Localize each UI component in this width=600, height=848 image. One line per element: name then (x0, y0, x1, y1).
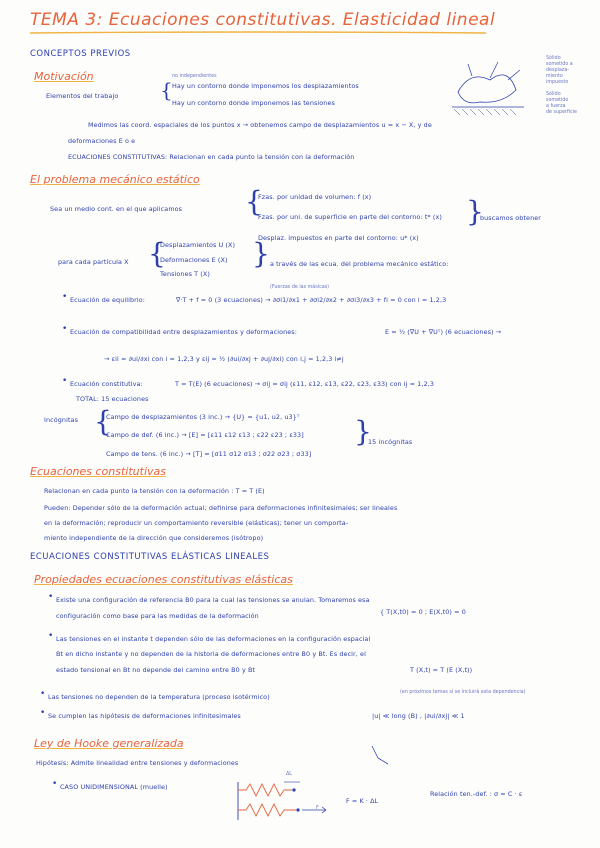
axes-icon (366, 742, 392, 768)
equation-constitutiva: T = T(E) (6 ecuaciones) → σij = σij (ε11, ε12, ε13, ε22, ε23, ε33) con ij = 1,2,3 (175, 380, 435, 388)
unknown-stresses: Tensiones T (X) (160, 270, 210, 278)
label-compatibilidad: Ecuación de compatibilidad entre desplazamientos y deformaciones: (70, 328, 297, 336)
text-hipotesis: Hipótesis: Admite linealidad entre tensiones y deformaciones (36, 759, 239, 767)
text-pueden-1: Pueden: Depender sólo de la deformación actual; definirse para deformaciones infinitesimales; ser lineales (44, 504, 398, 512)
bullet: • (52, 779, 58, 789)
bullet: • (48, 631, 54, 641)
equation-compatibilidad: E = ½ (∇U + ∇Uᵀ) (6 ecuaciones) → (385, 328, 502, 336)
diagram-label: de superficie (546, 110, 577, 115)
title-underline (28, 30, 488, 36)
unknown-field-displacements: Campo de desplazamientos (3 inc.) → {U} = {u1, u2, u3}ᵀ (106, 413, 300, 421)
diagram-label: desplaza- (546, 68, 570, 73)
text-medimos-1: Medimos las coord. espaciales de los puntos x → obtenemos campo de desplazamientos u = x − X, y de (88, 121, 432, 129)
unknown-displacements: Desplazamientos U (X) (160, 241, 236, 249)
text-sea: Sea un medio cont. en el que aplicamos (50, 205, 183, 213)
label-delta-l: ΔL (286, 772, 292, 777)
text-pueden-2: en la deformación; reproducir un comportamiento reversible (elásticas); tener un comporta- (44, 519, 349, 527)
prop-1a: Existe una configuración de referencia B0 para la cual las tensiones se anulan. Tomaremos esa (56, 596, 370, 604)
text-traves: a través de las ecua. del problema mecánico estático: (270, 260, 449, 268)
prop-3b: (en próximos temas sí se incluirá esta dependencia) (400, 690, 526, 695)
equation-hooke-spring: F = K · ΔL (346, 797, 379, 805)
diagram-label: sometido (546, 98, 569, 103)
label-elementos: Elementos del trabajo (46, 92, 119, 100)
diagram-label: impuesto (546, 80, 569, 85)
subheading-hooke: Ley de Hooke generalizada (34, 737, 184, 750)
brace: { (160, 78, 173, 102)
brace: } (466, 195, 484, 228)
prop-2c: estado tensional en Bt no depende del camino entre B0 y Bt (56, 666, 256, 674)
page-title: TEMA 3: Ecuaciones constitutivas. Elasticidad lineal (30, 10, 496, 30)
imposed-displacement: Desplaz. impuestos en parte del contorno: u* (x) (258, 234, 419, 242)
text-15-incognitas: 15 incógnitas (368, 438, 413, 446)
subheading-ecuaciones-constitutivas: Ecuaciones constitutivas (30, 465, 166, 478)
text-caso-unidimensional: CASO UNIDIMENSIONAL (muelle) (60, 783, 168, 791)
prop-2d: T (X,t) = T (E (X,t)) (410, 666, 473, 674)
label-equilibrio: Ecuación de equilibrio: (70, 296, 146, 304)
text-medimos-2: deformaciones E o e (68, 137, 136, 145)
brace: } (252, 237, 270, 270)
brace: { (148, 237, 166, 270)
subheading-propiedades: Propiedades ecuaciones constitutivas elásticas (34, 573, 293, 586)
label-force: F (316, 806, 319, 811)
unknown-deformations: Deformaciones E (X) (160, 256, 228, 264)
section-heading-conceptos: CONCEPTOS PREVIOS (30, 49, 131, 59)
diagram-label: sometido a (546, 62, 573, 67)
force-volume: Fzas. por unidad de volumen: f (x) (258, 193, 372, 201)
bullet: • (62, 324, 68, 334)
text-relacionan: Relacionan en cada punto la tensión con la deformación : T = T (E) (44, 487, 265, 495)
prop-2b: Bt en dicho instante y no dependen de la historia de deformaciones entre B0 y Bt. Es decir, el (56, 650, 366, 658)
subheading-motivacion: Motivación (34, 70, 94, 83)
text-relacion-ten-def: Relación ten.-def. : σ = C · ε (430, 790, 523, 798)
prop-1c: { T(X,t0) = 0 ; E(X,t0) = 0 (380, 608, 466, 616)
note-fuerzas-masicas: (Fuerzas de las másicas) (270, 285, 330, 290)
bullet: • (62, 376, 68, 386)
text-para-cada: para cada partícula X (58, 258, 129, 266)
brace: } (354, 415, 372, 448)
prop-4b: |u| ≪ long (B) , |∂ui/∂xj| ≪ 1 (372, 712, 465, 720)
diagram-label: Sólido (546, 56, 561, 61)
force-surface: Fzas. por uni. de superficie en parte del contorno: t* (x) (258, 213, 442, 221)
text-buscamos: buscamos obtener (480, 214, 541, 222)
note-no-independientes: no independientes (172, 74, 217, 79)
spring-diagram (236, 776, 336, 826)
bullet: • (62, 292, 68, 302)
prop-4: Se cumplen las hipótesis de deformaciones infinitesimales (48, 712, 241, 720)
brace: { (245, 185, 263, 218)
label-incognitas: Incógnitas (44, 416, 78, 424)
bullet: • (40, 708, 46, 718)
brace: { (94, 405, 112, 438)
section-heading-elasticas: ECUACIONES CONSTITUTIVAS ELÁSTICAS LINEALES (30, 552, 270, 562)
equation-compatibilidad-components: → εii = ∂ui/∂xi con i = 1,2,3 y εij = ½ (∂ui/∂xj + ∂uj/∂xi) con i,j = 1,2,3 i≠j (104, 355, 344, 363)
equation-equilibrio: ∇·T + f = 0 (3 ecuaciones) → ∂σi1/∂x1 + ∂σi2/∂x2 + ∂σi3/∂x3 + fi = 0 con i = 1,2,3 (176, 296, 447, 304)
text-total: TOTAL: 15 ecuaciones (76, 395, 149, 403)
unknown-field-stresses: Campo de tens. (6 inc.) → [T] = [σ11 σ12 σ13 ; σ22 σ23 ; σ33] (106, 450, 312, 458)
bullet: • (48, 592, 54, 602)
unknown-field-deformations: Campo de def. (6 inc.) → [E] = [ε11 ε12 ε13 ; ε22 ε23 ; ε33] (106, 431, 304, 439)
prop-3a: Las tensiones no dependen de la temperatura (proceso isotérmico) (48, 693, 270, 701)
diagram-label: a fuerza (546, 104, 566, 109)
text-pueden-3: miento independiente de la dirección que consideremos (isótropo) (44, 534, 264, 542)
diagram-label: Sólido (546, 92, 561, 97)
item-desplazamientos: Hay un contorno donde imponemos los desplazamientos (172, 82, 359, 90)
prop-2a: Las tensiones en el instante t dependen sólo de las deformaciones en la configuración espacial (56, 635, 371, 643)
label-constitutiva: Ecuación constitutiva: (70, 380, 143, 388)
diagram-label: miento (546, 74, 563, 79)
text-ecuaciones-constitutivas: ECUACIONES CONSTITUTIVAS: Relacionan en cada punto la tensión con la deformación (68, 153, 355, 161)
bullet: • (40, 689, 46, 699)
item-tensiones: Hay un contorno donde imponemos las tensiones (172, 99, 335, 107)
prop-1b: configuración como base para las medidas de la deformación (56, 612, 259, 620)
subheading-problema: El problema mecánico estático (30, 173, 200, 186)
